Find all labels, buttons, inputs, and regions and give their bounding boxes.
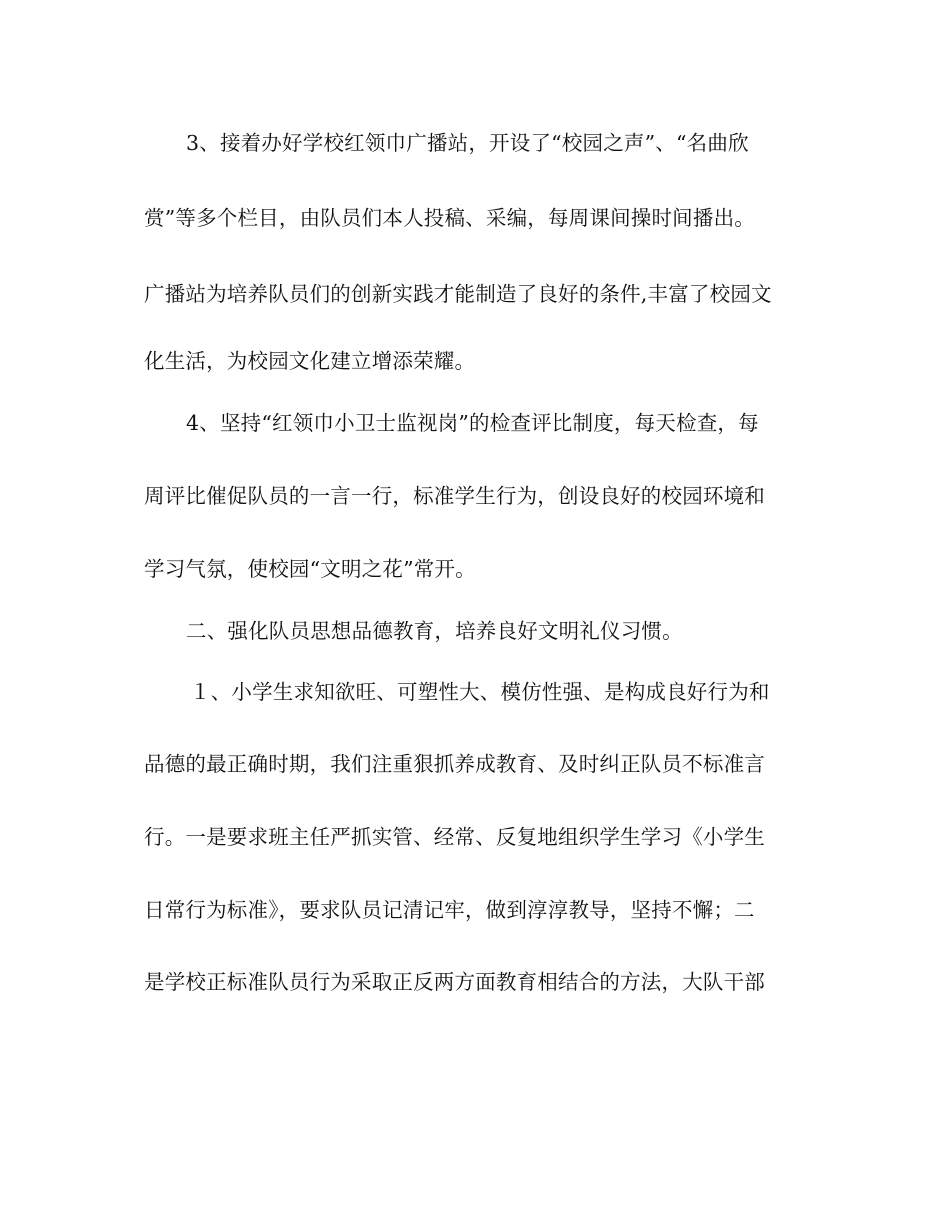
paragraph-1-line-5: 是学校正标准队员行为采取正反两方面教育相结合的方法，大队干部 [144, 970, 765, 994]
paragraph-4-line-1: 4、坚持“红领巾小卫士监视岗”的检查评比制度，每天检查，每 [186, 411, 759, 435]
paragraph-1-line-3: 行。一是要求班主任严抓实管、经常、反复地组织学生学习《小学生 [144, 825, 765, 849]
paragraph-3-line-1: 3、接着办好学校红领巾广播站，开设了“校园之声”、“名曲欣 [186, 131, 749, 155]
paragraph-3-line-3: 广播站为培养队员们的创新实践才能制造了良好的条件,丰富了校园文 [144, 282, 772, 306]
paragraph-3-line-4: 化生活，为校园文化建立增添荣耀。 [144, 349, 476, 373]
paragraph-4-line-3: 学习气氛，使校园“文明之花”常开。 [144, 557, 476, 581]
section-heading-2: 二、强化队员思想品德教育，培养良好文明礼仪习惯。 [186, 619, 683, 643]
paragraph-1-line-4: 日常行为标准》，要求队员记清记牢，做到淳淳教导，坚持不懈；二 [144, 898, 755, 922]
paragraph-3-line-2: 赏”等多个栏目，由队员们本人投稿、采编，每周课间操时间播出。 [144, 206, 755, 230]
paragraph-1-line-2: 品德的最正确时期，我们注重狠抓养成教育、及时纠正队员不标准言 [144, 752, 765, 776]
paragraph-1-line-1: １、小学生求知欲旺、可塑性大、模仿性强、是构成良好行为和 [190, 680, 770, 704]
paragraph-4-line-2: 周评比催促队员的一言一行，标准学生行为，创设良好的校园环境和 [144, 484, 765, 508]
